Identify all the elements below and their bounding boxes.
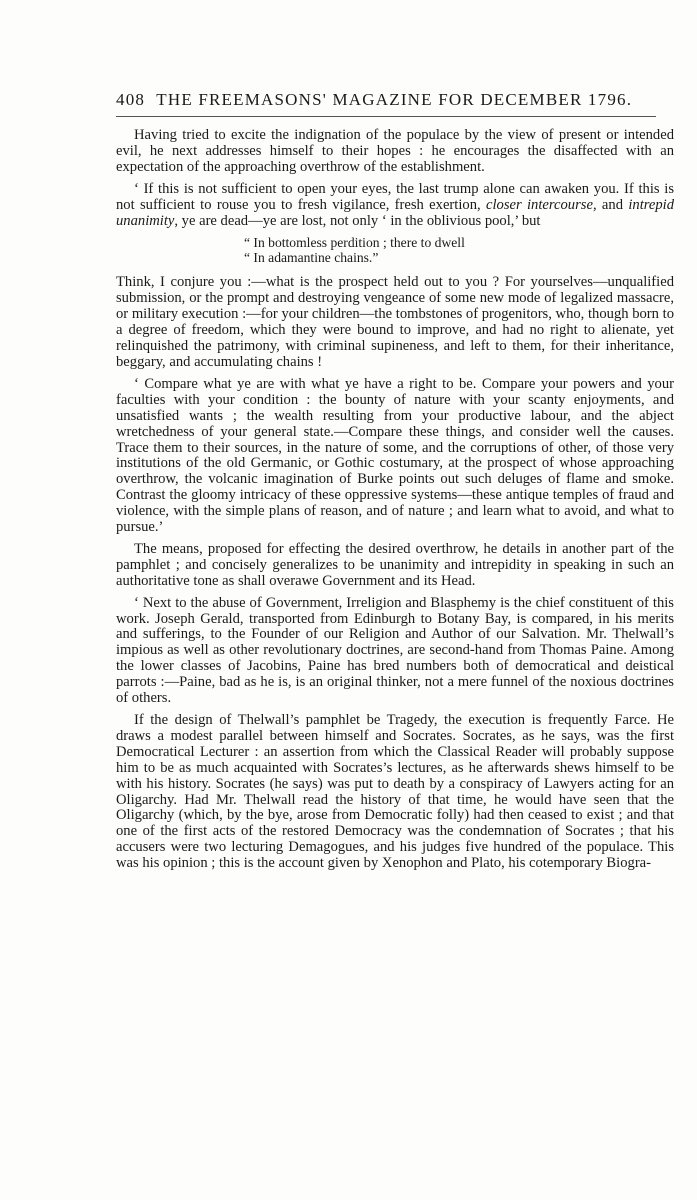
quote-text-b: , and: [592, 196, 623, 213]
verse-line: “ In adamantine chains.”: [244, 250, 379, 266]
emphasis-closer-intercourse: closer intercourse: [486, 196, 593, 213]
paragraph-compare: ‘ Compare what ye are with what ye have a right to be. Compare your powers and your faculties with your condition : the bounty of nature with your scanty enjoyments, and unsatisfied wants ; the wealth resulting from your productive labour, and the abject wretchedness of your general state.—Compare these things, and consider well the causes. Trace them to their sources, in the nature of some, and the corruptions of other, of those very institutions of the old Germanic, or Gothic costumary, at the prospect of whose approaching overthrow, the volcanic imagination of Burke points out such deluges of flame and smoke. Contrast the gloomy intricacy of these oppressive systems—these antique temples of fraud and violence, with the simple plans of reason, and of nature ; and learn what to avoid, and what to pursue.’: [116, 375, 674, 536]
paragraph-quote-1: [116, 182, 674, 230]
running-header: [116, 90, 656, 117]
quote-text-a: ‘ If this is not sufficient to open your eyes, the last trump alone can awaken you. If this is not sufficient to rouse you to fresh vigilance, fresh exertion,: [116, 180, 674, 213]
page-title: THE FREEMASONS' MAGAZINE FOR DECEMBER 1796.: [156, 90, 633, 109]
emphasis-intrepid-unanimity: intrepid unanimity: [116, 196, 675, 229]
quote-text-c: , ye are dead—ye are lost, not only ‘ in the oblivious pool,’ but: [174, 212, 541, 229]
paragraph-abuse: ‘ Next to the abuse of Government, Irreligion and Blasphemy is the chief constituent of this work. Joseph Gerald, transported from Edinburgh to Botany Bay, is compared, in his merits and sufferings, to the Founder of our Religion and Author of our Salvation. Mr. Thelwall’s impious as well as other revolutionary doctrines, are second-hand from Thomas Paine. Among the lower classes of Jacobins, Paine has bred numbers both of democratical and deistical parrots :—Paine, bad as he is, is an original thinker, not a mere funnel of the noxious doctrines of others.: [116, 594, 674, 707]
article-body: [116, 128, 674, 878]
paragraph-think: Think, I conjure you :—what is the prospect held out to you ? For yourselves—unqualified submission, or the prompt and destroying vengeance of some new mode of legalized massacre, or military execution :—for your children—the tombstones of progenitors, who, though born to a degree of freedom, which they were bound to improve, and had no right to alienate, yet relinquished the patrimony, with criminal supineness, and left to them, for their inheritance, beggary, and accumulating chains !: [116, 274, 674, 370]
verse-line: “ In bottomless perdition ; there to dwell: [244, 235, 465, 251]
paragraph-means: The means, proposed for effecting the desired overthrow, he details in another part of the pamphlet ; and concisely generalizes to be unanimity and intrepidity in speaking in such an authoritative tone as shall overawe Government and its Head.: [116, 540, 674, 589]
page-number: 408: [116, 90, 146, 109]
verse-quotation: [244, 235, 674, 265]
paragraph-intro: Having tried to excite the indignation of the populace by the view of present or intended evil, he next addresses himself to their hopes : he encourages the disaffected with an expectation of the approaching overthrow of the establishment.: [116, 127, 674, 175]
paragraph-design: If the design of Thelwall’s pamphlet be Tragedy, the execution is frequently Farce. He draws a modest parallel between himself and Socrates. Socrates, as he says, was the first Democratical Lecturer : an assertion from which the Classical Reader will probably suppose him to be as much acquainted with Socrates’s lectures, as he afterwards shews himself to be with his history. Socrates (he says) was put to death by a conspiracy of Lawyers acting for an Oligarchy. Had Mr. Thelwall read the history of that time, he would have seen that the Oligarchy (which, by the bye, arose from Democratic folly) had then ceased to exist ; and that one of the first acts of the restored Democracy was the condemnation of Socrates ; that his accusers were two lecturing Demagogues, and his judges five hundred of the populace. This was his opinion ; this is the account given by Xenophon and Plato, his cotemporary Biogra-: [116, 712, 674, 872]
